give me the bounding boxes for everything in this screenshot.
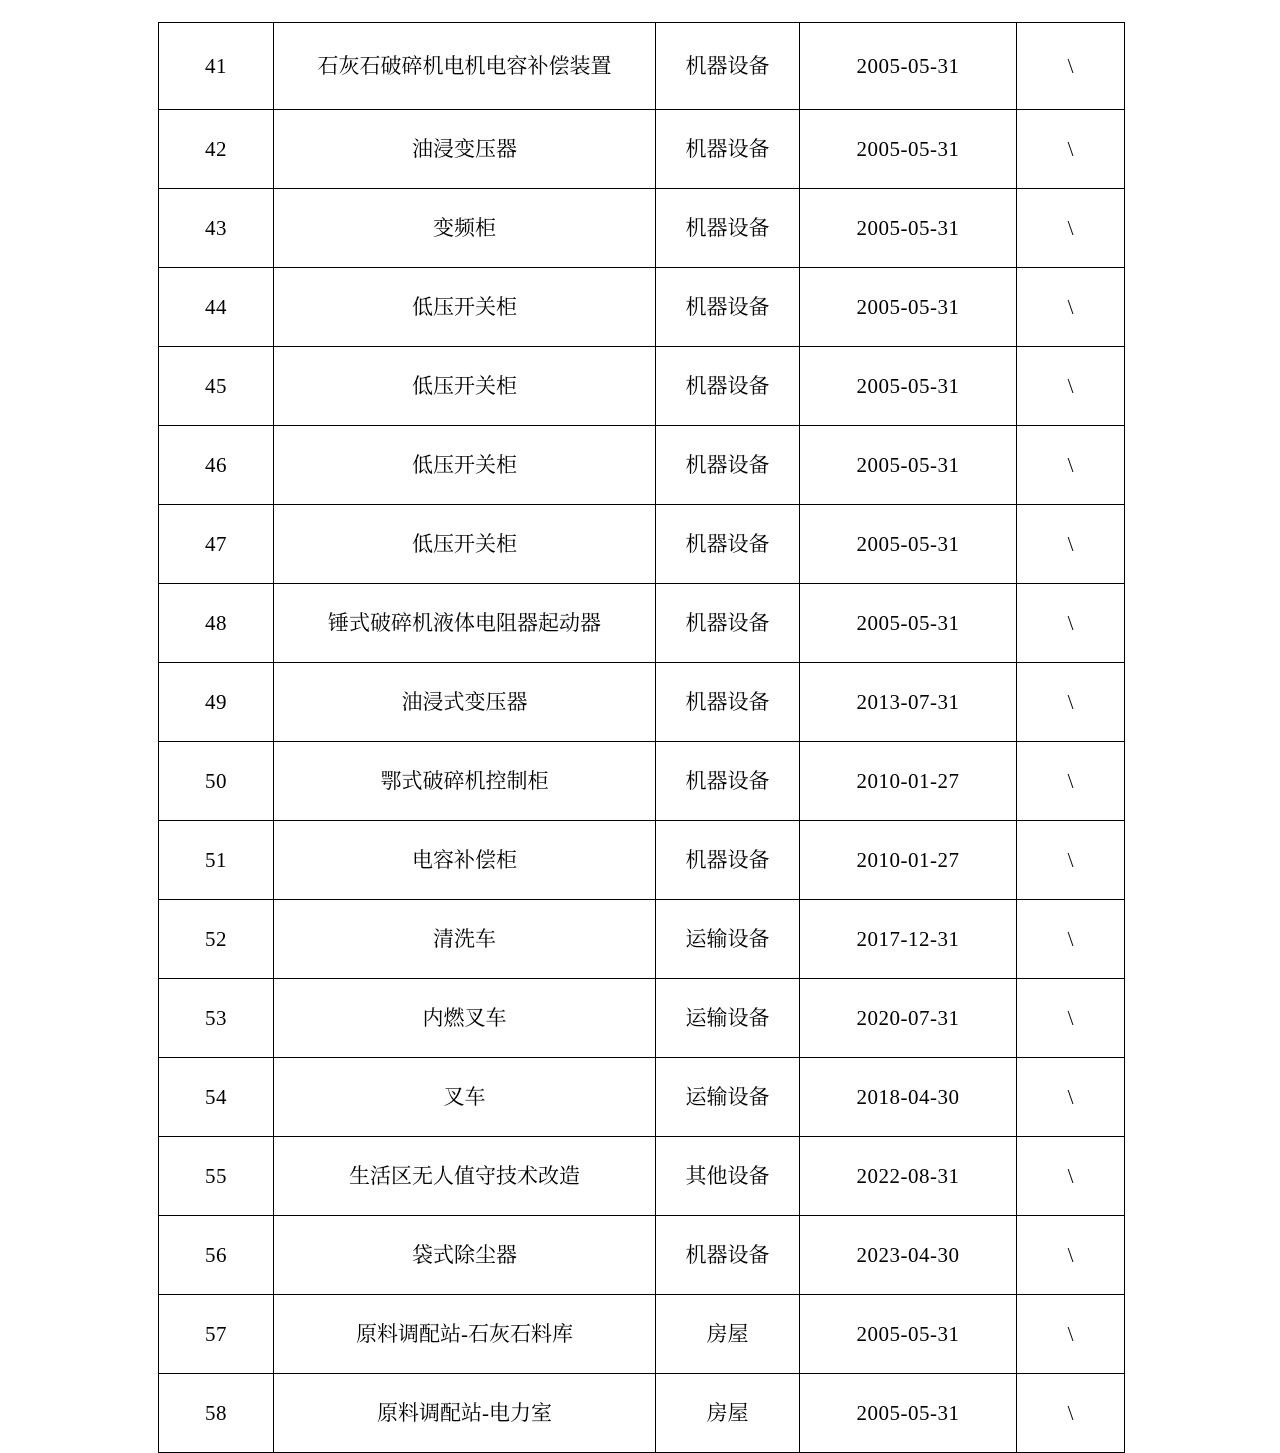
cell-index: 46 (159, 426, 274, 505)
cell-asset-type: 房屋 (656, 1295, 800, 1374)
cell-note: \ (1017, 110, 1125, 189)
cell-index: 51 (159, 821, 274, 900)
asset-table-body (159, 23, 1125, 1453)
cell-purchase-date: 2005-05-31 (800, 189, 1017, 268)
cell-asset-type: 机器设备 (656, 347, 800, 426)
table-row (159, 1137, 1125, 1216)
cell-asset-type: 机器设备 (656, 821, 800, 900)
cell-note: \ (1017, 268, 1125, 347)
cell-note: \ (1017, 347, 1125, 426)
table-row (159, 900, 1125, 979)
cell-note: \ (1017, 1137, 1125, 1216)
cell-purchase-date: 2010-01-27 (800, 821, 1017, 900)
cell-index: 50 (159, 742, 274, 821)
cell-asset-name: 内燃叉车 (274, 979, 656, 1058)
cell-note: \ (1017, 1374, 1125, 1453)
cell-note: \ (1017, 900, 1125, 979)
cell-asset-name: 低压开关柜 (274, 505, 656, 584)
table-row (159, 23, 1125, 110)
cell-index: 52 (159, 900, 274, 979)
cell-asset-name: 原料调配站-电力室 (274, 1374, 656, 1453)
cell-purchase-date: 2005-05-31 (800, 1295, 1017, 1374)
cell-asset-name: 鄂式破碎机控制柜 (274, 742, 656, 821)
cell-index: 45 (159, 347, 274, 426)
cell-asset-name: 电容补偿柜 (274, 821, 656, 900)
asset-table (158, 22, 1125, 1453)
cell-asset-name: 石灰石破碎机电机电容补偿装置 (274, 23, 656, 110)
table-row (159, 1374, 1125, 1453)
table-row (159, 821, 1125, 900)
cell-purchase-date: 2018-04-30 (800, 1058, 1017, 1137)
cell-asset-type: 机器设备 (656, 268, 800, 347)
cell-purchase-date: 2005-05-31 (800, 426, 1017, 505)
cell-asset-name: 锤式破碎机液体电阻器起动器 (274, 584, 656, 663)
cell-asset-name: 原料调配站-石灰石料库 (274, 1295, 656, 1374)
cell-asset-type: 机器设备 (656, 505, 800, 584)
cell-index: 47 (159, 505, 274, 584)
cell-note: \ (1017, 742, 1125, 821)
cell-asset-name: 低压开关柜 (274, 426, 656, 505)
cell-asset-type: 机器设备 (656, 23, 800, 110)
cell-asset-type: 运输设备 (656, 1058, 800, 1137)
cell-asset-type: 机器设备 (656, 189, 800, 268)
cell-index: 41 (159, 23, 274, 110)
table-row (159, 110, 1125, 189)
cell-purchase-date: 2023-04-30 (800, 1216, 1017, 1295)
table-row (159, 663, 1125, 742)
cell-asset-name: 变频柜 (274, 189, 656, 268)
cell-asset-type: 机器设备 (656, 426, 800, 505)
cell-note: \ (1017, 1295, 1125, 1374)
cell-note: \ (1017, 23, 1125, 110)
cell-index: 43 (159, 189, 274, 268)
cell-purchase-date: 2005-05-31 (800, 347, 1017, 426)
table-row (159, 189, 1125, 268)
cell-note: \ (1017, 1058, 1125, 1137)
table-row (159, 1295, 1125, 1374)
cell-asset-name: 低压开关柜 (274, 347, 656, 426)
cell-index: 54 (159, 1058, 274, 1137)
cell-purchase-date: 2013-07-31 (800, 663, 1017, 742)
cell-asset-type: 房屋 (656, 1374, 800, 1453)
cell-note: \ (1017, 426, 1125, 505)
table-row (159, 426, 1125, 505)
cell-asset-type: 运输设备 (656, 900, 800, 979)
cell-asset-type: 机器设备 (656, 584, 800, 663)
cell-asset-name: 生活区无人值守技术改造 (274, 1137, 656, 1216)
cell-note: \ (1017, 505, 1125, 584)
cell-index: 48 (159, 584, 274, 663)
cell-note: \ (1017, 584, 1125, 663)
cell-asset-type: 运输设备 (656, 979, 800, 1058)
cell-purchase-date: 2005-05-31 (800, 110, 1017, 189)
cell-purchase-date: 2010-01-27 (800, 742, 1017, 821)
cell-note: \ (1017, 189, 1125, 268)
table-row (159, 979, 1125, 1058)
cell-asset-type: 机器设备 (656, 1216, 800, 1295)
cell-asset-type: 其他设备 (656, 1137, 800, 1216)
cell-purchase-date: 2005-05-31 (800, 584, 1017, 663)
cell-purchase-date: 2020-07-31 (800, 979, 1017, 1058)
cell-asset-name: 油浸变压器 (274, 110, 656, 189)
table-row (159, 268, 1125, 347)
asset-table-container (158, 22, 1124, 1453)
cell-index: 58 (159, 1374, 274, 1453)
cell-purchase-date: 2005-05-31 (800, 505, 1017, 584)
cell-note: \ (1017, 979, 1125, 1058)
table-row (159, 1058, 1125, 1137)
cell-index: 55 (159, 1137, 274, 1216)
cell-asset-name: 低压开关柜 (274, 268, 656, 347)
cell-index: 44 (159, 268, 274, 347)
cell-asset-type: 机器设备 (656, 663, 800, 742)
cell-asset-type: 机器设备 (656, 742, 800, 821)
cell-asset-name: 袋式除尘器 (274, 1216, 656, 1295)
cell-index: 53 (159, 979, 274, 1058)
cell-asset-name: 油浸式变压器 (274, 663, 656, 742)
cell-index: 57 (159, 1295, 274, 1374)
table-row (159, 347, 1125, 426)
cell-purchase-date: 2017-12-31 (800, 900, 1017, 979)
cell-purchase-date: 2005-05-31 (800, 268, 1017, 347)
cell-asset-type: 机器设备 (656, 110, 800, 189)
table-row (159, 742, 1125, 821)
cell-purchase-date: 2022-08-31 (800, 1137, 1017, 1216)
cell-index: 56 (159, 1216, 274, 1295)
table-row (159, 584, 1125, 663)
cell-purchase-date: 2005-05-31 (800, 1374, 1017, 1453)
cell-purchase-date: 2005-05-31 (800, 23, 1017, 110)
cell-note: \ (1017, 663, 1125, 742)
cell-asset-name: 清洗车 (274, 900, 656, 979)
cell-note: \ (1017, 1216, 1125, 1295)
cell-index: 49 (159, 663, 274, 742)
cell-note: \ (1017, 821, 1125, 900)
cell-asset-name: 叉车 (274, 1058, 656, 1137)
table-row (159, 505, 1125, 584)
cell-index: 42 (159, 110, 274, 189)
table-row (159, 1216, 1125, 1295)
